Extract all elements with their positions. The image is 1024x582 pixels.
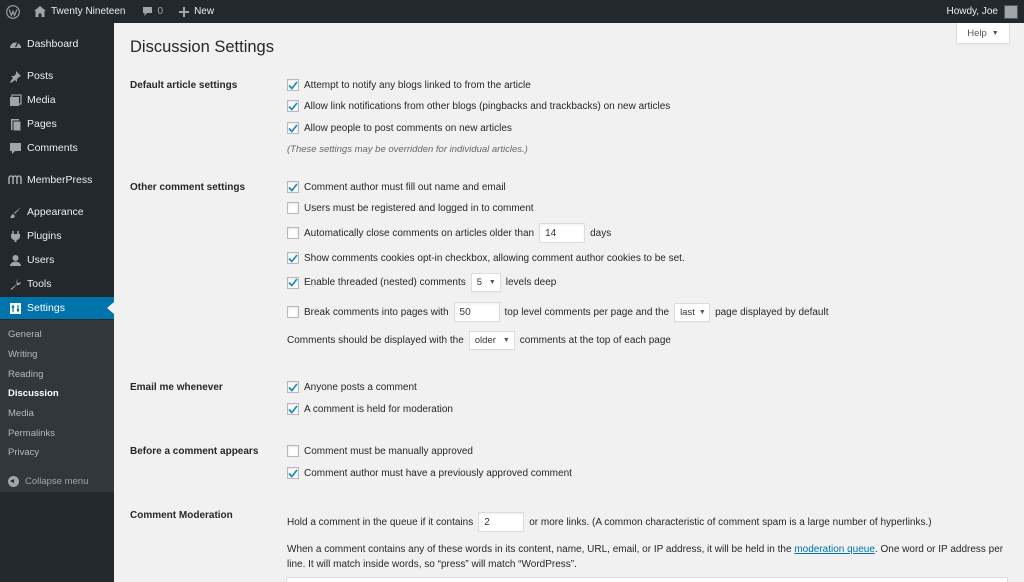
comment-order-select[interactable] — [469, 331, 515, 350]
admin-sidebar — [0, 23, 114, 582]
brush-icon — [8, 205, 22, 219]
checkmark-icon — [288, 383, 298, 392]
submenu-item-discussion[interactable]: Discussion — [8, 388, 59, 399]
submenu-item-writing[interactable]: Writing — [8, 349, 38, 360]
collapse-menu-label: Collapse menu — [25, 476, 89, 487]
option-label[interactable]: Attempt to notify any blogs linked to from the article — [304, 79, 531, 91]
section-label-before-appears: Before a comment appears — [130, 446, 259, 457]
checkmark-icon — [288, 102, 298, 111]
checkmark-icon — [288, 405, 298, 414]
sidebar-item-users[interactable] — [0, 249, 114, 271]
thread-depth-select[interactable] — [471, 273, 501, 292]
plug-icon — [8, 229, 22, 243]
sidebar-item-label: Media — [27, 94, 56, 106]
user-icon — [8, 253, 22, 267]
section-label-other-comment: Other comment settings — [130, 182, 246, 193]
checkbox-require-name-email[interactable] — [287, 181, 299, 193]
moderation-text-after: . One word or IP address per line. It will match inside words, so “press” will match “WordPress”. — [287, 544, 1004, 570]
option-label-suffix: page displayed by default — [715, 306, 829, 318]
submenu-item-reading[interactable]: Reading — [8, 369, 44, 380]
moderation-text-before: When a comment contains any of these words in its content, name, URL, email, or IP address, it will be held in the — [287, 544, 792, 555]
settings-icon — [8, 301, 22, 315]
new-content-link[interactable] — [171, 0, 222, 23]
checkbox-close-old-comments[interactable] — [287, 227, 299, 239]
checkbox-paginate-comments[interactable] — [287, 306, 299, 318]
select-value: 5 — [476, 277, 483, 288]
comments-link[interactable] — [134, 0, 172, 23]
sidebar-item-dashboard[interactable] — [0, 33, 114, 55]
admin-bar — [0, 0, 1024, 23]
option-label-middle: top level comments per page and the — [504, 306, 670, 318]
option-email-on-moderation — [287, 403, 453, 415]
option-label[interactable]: Comment must be manually approved — [304, 445, 473, 457]
sidebar-item-pages[interactable] — [0, 113, 114, 135]
checkbox-registration-required[interactable] — [287, 202, 299, 214]
sidebar-item-plugins[interactable] — [0, 225, 114, 247]
checkmark-icon — [288, 469, 298, 478]
sidebar-item-label: MemberPress — [27, 174, 93, 186]
collapse-menu-button[interactable] — [8, 476, 88, 487]
sidebar-item-label: Pages — [27, 118, 57, 130]
section-label-email-me: Email me whenever — [130, 382, 223, 393]
sidebar-item-tools[interactable] — [0, 273, 114, 295]
section-label-moderation: Comment Moderation — [130, 510, 233, 521]
collapse-arrow-icon — [8, 476, 19, 487]
site-name-link[interactable] — [26, 0, 134, 23]
wrench-icon — [8, 277, 22, 291]
page-title: Discussion Settings — [130, 38, 274, 56]
option-label-suffix: comments at the top of each page — [519, 335, 671, 346]
comment-bubble-icon — [142, 6, 153, 17]
option-label[interactable]: Break comments into pages with — [304, 306, 449, 318]
comments-count: 0 — [157, 6, 164, 17]
option-threaded-comments — [287, 273, 556, 292]
option-allow-comments — [287, 122, 512, 134]
checkmark-icon — [288, 254, 298, 263]
max-links-input[interactable]: 2 — [478, 512, 524, 532]
option-hold-links — [287, 512, 932, 532]
option-notify-blogs — [287, 79, 531, 91]
option-label[interactable]: Users must be registered and logged in to comment — [304, 202, 534, 214]
select-value: older — [474, 335, 496, 346]
avatar — [1004, 5, 1018, 19]
comment-icon — [8, 141, 22, 155]
sidebar-item-memberpress[interactable] — [0, 169, 114, 191]
checkmark-icon — [288, 124, 298, 133]
checkbox-email-on-moderation[interactable] — [287, 403, 299, 415]
greeting-label: Howdy, Joe — [946, 6, 998, 17]
moderation-queue-link[interactable]: moderation queue — [794, 544, 875, 555]
checkbox-cookies-opt-in[interactable] — [287, 252, 299, 264]
sidebar-item-label: Settings — [27, 302, 65, 314]
checkmark-icon — [288, 278, 298, 287]
option-paginate-comments — [287, 302, 828, 322]
submenu-item-permalinks[interactable]: Permalinks — [8, 428, 55, 439]
dropdown-arrow-icon: ▼ — [502, 337, 510, 344]
option-label: Comments should be displayed with the — [287, 335, 464, 346]
submenu-item-general[interactable]: General — [8, 329, 42, 340]
checkbox-email-on-comment[interactable] — [287, 381, 299, 393]
option-label[interactable]: Show comments cookies opt-in checkbox, allowing comment author cookies to be set. — [304, 252, 685, 264]
option-label[interactable]: Allow people to post comments on new articles — [304, 122, 512, 134]
caret-down-icon: ▼ — [991, 29, 999, 37]
sidebar-item-appearance[interactable] — [0, 201, 114, 223]
checkbox-previously-approved[interactable] — [287, 467, 299, 479]
sidebar-item-label: Posts — [27, 70, 54, 82]
override-note: (These settings may be overridden for individual articles.) — [287, 144, 528, 155]
sidebar-item-label: Dashboard — [27, 38, 79, 50]
option-manual-approval — [287, 445, 473, 457]
moderation-keys-textarea[interactable] — [286, 577, 1008, 582]
option-registration-required — [287, 202, 534, 214]
page-icon — [8, 117, 22, 131]
sidebar-item-label: Appearance — [27, 206, 84, 218]
submenu-item-media[interactable]: Media — [8, 408, 34, 419]
option-label[interactable]: A comment is held for moderation — [304, 403, 453, 415]
sidebar-item-label: Tools — [27, 278, 52, 290]
help-tab-button[interactable] — [956, 23, 1010, 44]
plus-icon — [179, 7, 189, 17]
close-days-input[interactable]: 14 — [539, 223, 585, 243]
sidebar-item-label: Plugins — [27, 230, 62, 242]
dropdown-arrow-icon: ▼ — [698, 308, 706, 316]
submenu-item-privacy[interactable]: Privacy — [8, 447, 40, 458]
checkmark-icon — [288, 183, 298, 192]
option-label: Hold a comment in the queue if it contains — [287, 516, 474, 528]
option-close-old-comments — [287, 223, 611, 243]
checkmark-icon — [288, 81, 298, 90]
sidebar-item-media[interactable] — [0, 89, 114, 111]
option-require-name-email — [287, 181, 506, 193]
my-account-link[interactable] — [938, 0, 1024, 23]
option-label[interactable]: Comment author must fill out name and email — [304, 181, 506, 193]
option-label-suffix: levels deep — [505, 277, 557, 288]
comments-per-page-input[interactable]: 50 — [454, 302, 500, 322]
option-label[interactable]: Anyone posts a comment — [304, 381, 417, 393]
media-icon — [8, 93, 22, 107]
checkbox-threaded-comments[interactable] — [287, 277, 299, 289]
option-label-suffix: days — [590, 227, 612, 239]
option-label[interactable]: Automatically close comments on articles older than — [304, 227, 535, 239]
moderation-description — [287, 542, 1007, 572]
default-page-select[interactable] — [674, 303, 710, 322]
checkbox-allow-pingbacks[interactable] — [287, 100, 299, 112]
checkbox-manual-approval[interactable] — [287, 445, 299, 457]
memberpress-icon — [8, 173, 22, 187]
help-label: Help — [967, 27, 987, 39]
home-icon — [34, 6, 46, 17]
site-name-label: Twenty Nineteen — [51, 6, 126, 17]
sidebar-item-comments[interactable] — [0, 137, 114, 159]
option-label-suffix: or more links. (A common characteristic of comment spam is a large number of hyperlinks.) — [529, 516, 932, 528]
settings-submenu — [0, 320, 114, 492]
sidebar-item-settings[interactable] — [0, 297, 114, 319]
dashboard-icon — [8, 37, 22, 51]
sidebar-item-label: Users — [27, 254, 55, 266]
checkbox-notify-blogs[interactable] — [287, 79, 299, 91]
checkbox-allow-comments[interactable] — [287, 122, 299, 134]
option-previously-approved — [287, 467, 572, 479]
option-label[interactable]: Allow link notifications from other blogs (pingbacks and trackbacks) on new articles — [304, 100, 671, 112]
option-label[interactable]: Enable threaded (nested) comments — [304, 277, 466, 288]
option-label[interactable]: Comment author must have a previously approved comment — [304, 467, 572, 479]
wordpress-logo-icon[interactable] — [0, 0, 26, 23]
option-allow-pingbacks — [287, 100, 670, 112]
section-label-default-article: Default article settings — [130, 80, 238, 91]
pin-icon — [8, 69, 22, 83]
new-label: New — [194, 6, 215, 17]
select-value: last — [680, 306, 695, 318]
option-comment-order — [287, 331, 671, 350]
sidebar-item-posts[interactable] — [0, 65, 114, 87]
option-cookies-opt-in — [287, 252, 685, 264]
sidebar-item-label: Comments — [27, 142, 78, 154]
option-email-on-comment — [287, 381, 417, 393]
dropdown-arrow-icon: ▼ — [488, 279, 496, 286]
